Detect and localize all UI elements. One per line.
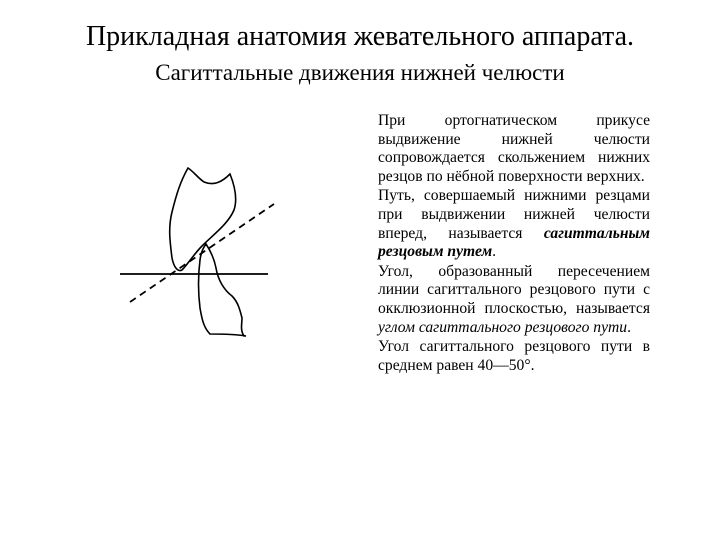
paragraph-2-term: сагиттальным резцовым путем bbox=[378, 224, 650, 261]
paragraph-2 bbox=[378, 187, 650, 261]
paragraph-3-term: углом сагиттального резцового пути bbox=[378, 318, 628, 336]
incisor-sagittal-diagram-icon bbox=[118, 160, 288, 360]
description-text bbox=[378, 112, 650, 376]
page-subtitle: Сагиттальные движения нижней челюсти bbox=[155, 60, 565, 85]
paragraph-2-text: Путь, совершаемый нижними резцами при выдвижении нижней челюсти вперед, называется bbox=[378, 187, 650, 242]
paragraph-3-text: Угол, образованный пересечением линии сагиттального резцового пути с окклюзионной плоскостью, называется bbox=[378, 262, 650, 317]
paragraph-3-end: . bbox=[627, 318, 631, 336]
sagittal-incisal-path-line bbox=[130, 204, 274, 302]
paragraph-3 bbox=[378, 263, 650, 337]
paragraph-4: Угол сагиттального резцового пути в среднем равен 40—50°. bbox=[378, 338, 650, 374]
page-title: Прикладная анатомия жевательного аппарата. bbox=[85, 21, 635, 52]
paragraph-1: При ортогнатическом прикусе выдвижение нижней челюсти сопровождается скольжением нижних резцов по нёбной поверхности верхних. bbox=[378, 112, 650, 185]
paragraph-2-end: . bbox=[492, 243, 497, 261]
